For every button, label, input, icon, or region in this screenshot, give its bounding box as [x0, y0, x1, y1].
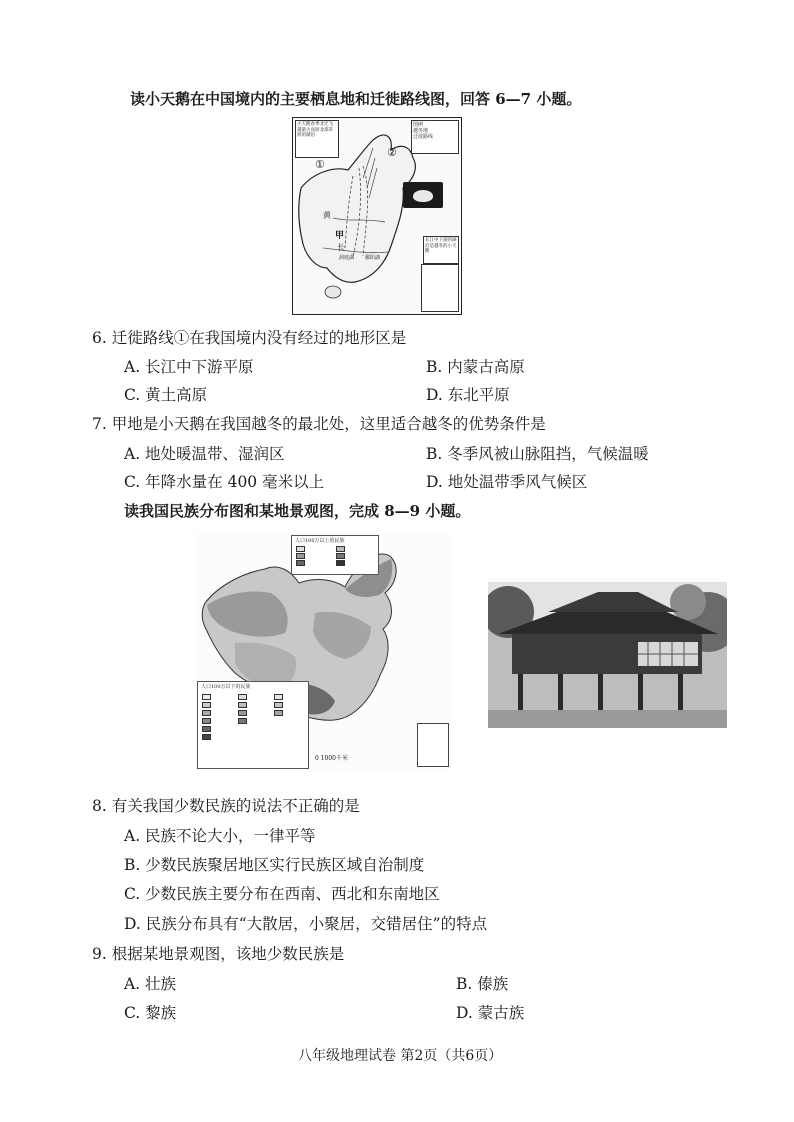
q7-option-a: A. 地处暖温带、湿润区	[124, 445, 285, 463]
legend-swatch	[296, 546, 305, 552]
legend-swatch	[336, 560, 345, 566]
q6-option-c: C. 黄土高原	[124, 386, 208, 404]
map-label-poyang: 鄱阳湖	[365, 255, 381, 261]
q8-option-a: A. 民族不论大小，一律平等	[124, 827, 316, 845]
legend-minor-title: 人口100万以下的民族	[201, 684, 251, 690]
q9-option-a: A. 壮族	[124, 975, 177, 993]
legend-swatch	[296, 560, 305, 566]
legend-swatch	[336, 546, 345, 552]
legend-swatch	[274, 702, 283, 708]
question-6-stem: 6. 迁徙路线①在我国境内没有经过的地形区是	[92, 329, 407, 347]
map1-legend-line1: 越冬地	[413, 128, 429, 134]
legend-swatch	[296, 553, 305, 559]
q9-option-c: C. 黎族	[124, 1004, 177, 1022]
q7-option-b: B. 冬季风被山脉阻挡，气候温暖	[426, 445, 649, 463]
legend-swatch	[238, 718, 247, 724]
q9-option-d: D. 蒙古族	[456, 1004, 525, 1022]
q7-option-d: D. 地处温带季风气候区	[426, 473, 588, 491]
stilt-house-photo	[488, 582, 727, 728]
q6-option-b: B. 内蒙古高原	[426, 358, 525, 376]
q8-option-c: C. 少数民族主要分布在西南、西北和东南地区	[124, 885, 440, 903]
map-label-jia: 甲	[335, 231, 345, 241]
route-marker-2: ②	[387, 146, 397, 159]
legend-swatch	[238, 710, 247, 716]
map-label-chang: 长	[337, 243, 345, 252]
q8-option-d: D. 民族分布具有“大散居，小聚居，交错居住”的特点	[124, 915, 488, 933]
intro-text-6-7: 读小天鹅在中国境内的主要栖息地和迁徙路线图，回答 6—7 小题。	[130, 90, 582, 108]
legend-swatch	[274, 710, 283, 716]
legend-minor-ethnic	[197, 681, 309, 769]
legend-swatch	[202, 710, 211, 716]
swan-photo	[403, 182, 443, 208]
legend-swatch	[202, 718, 211, 724]
map1-note-topleft: 小天鹅春季北迁飞越蒙古高原北部草原的湖泊	[295, 120, 339, 158]
legend-swatch	[202, 734, 211, 740]
map1-legend-title: 图例	[413, 122, 424, 128]
stilt-house-illustration	[488, 582, 727, 728]
legend-major-ethnic	[291, 535, 379, 575]
ethnic-distribution-map	[195, 533, 452, 770]
map-label-dongting: 洞庭湖	[339, 255, 355, 261]
q7-option-c: C. 年降水量在 400 毫米以上	[124, 473, 325, 491]
legend-swatch	[274, 694, 283, 700]
legend-major-title: 人口100万以上的民族	[295, 538, 345, 544]
route-marker-1: ①	[315, 158, 325, 171]
legend-swatch	[202, 694, 211, 700]
south-china-sea-inset	[417, 723, 449, 767]
question-9-stem: 9. 根据某地景观图，该地少数民族是	[92, 945, 345, 963]
legend-swatch	[202, 726, 211, 732]
q6-option-a: A. 长江中下游平原	[124, 358, 254, 376]
legend-swatch	[336, 553, 345, 559]
legend-swatch	[238, 694, 247, 700]
map1-legend-line2: 迁徙路线	[413, 134, 434, 140]
intro-text-8-9: 读我国民族分布图和某地景观图，完成 8—9 小题。	[124, 502, 471, 520]
map-label-yellow: 黄	[323, 211, 331, 220]
legend-swatch	[238, 702, 247, 708]
q9-option-b: B. 傣族	[456, 975, 509, 993]
legend-swatch	[202, 702, 211, 708]
question-8-stem: 8. 有关我国少数民族的说法不正确的是	[92, 797, 360, 815]
page-footer: 八年级地理试卷 第2页（共6页）	[298, 1048, 503, 1064]
map1-note-right: 长江中下游的湖泊是越冬的小天鹅	[423, 236, 459, 264]
swan-figure	[413, 190, 433, 202]
south-china-sea-inset	[421, 264, 459, 312]
swan-migration-map	[292, 117, 462, 315]
question-7-stem: 7. 甲地是小天鹅在我国越冬的最北处，这里适合越冬的优势条件是	[92, 415, 546, 433]
q8-option-b: B. 少数民族聚居地区实行民族区域自治制度	[124, 856, 425, 874]
map2-scale: 0 1000千米	[315, 755, 348, 762]
q6-option-d: D. 东北平原	[426, 386, 510, 404]
map1-legend	[411, 120, 459, 154]
